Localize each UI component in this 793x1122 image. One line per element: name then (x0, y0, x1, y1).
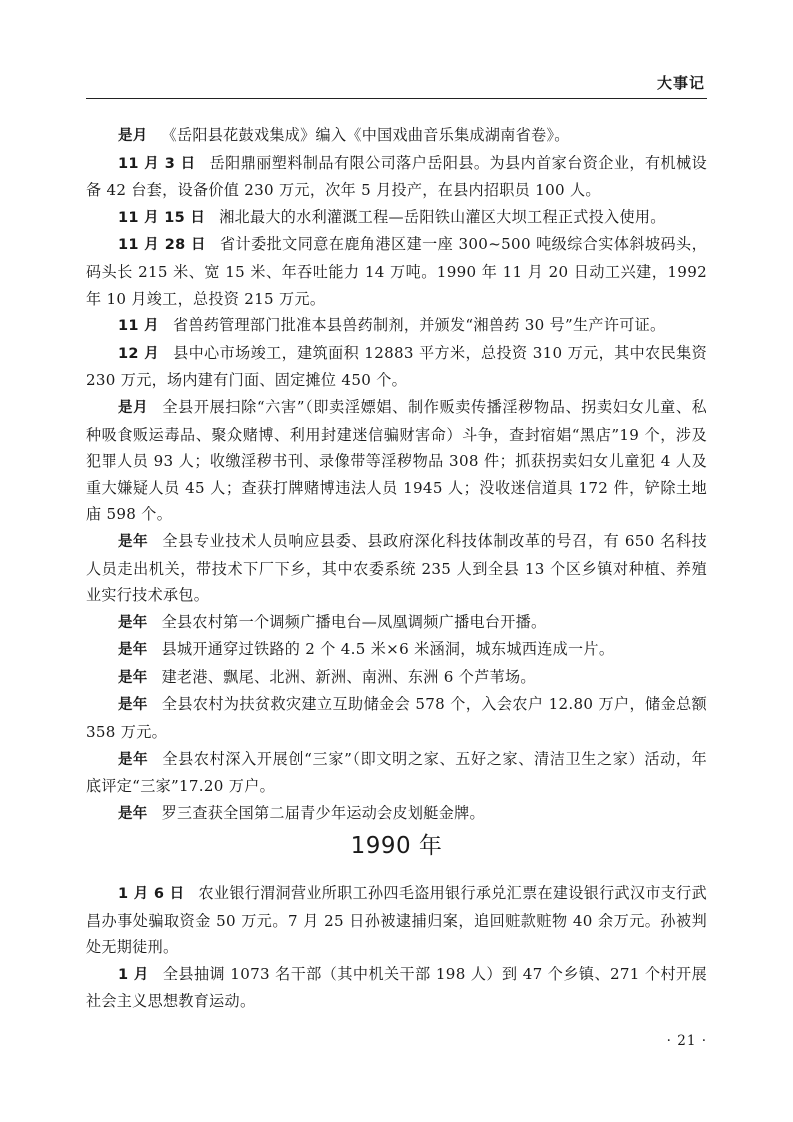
entry-date: 是年 (118, 751, 149, 768)
chronicle-entry (86, 746, 707, 800)
entry-date: 11 月 3 日 (118, 155, 196, 172)
header-rule (86, 98, 707, 99)
year-heading: 1990 年 (350, 833, 443, 859)
entry-text: 湘北最大的水利灌溉工程—岳阳铁山灌区大坝工程正式投入使用。 (219, 207, 666, 226)
entry-date: 是年 (118, 614, 148, 631)
entry-date: 12 月 (118, 345, 160, 362)
entry-date: 是月 (118, 399, 149, 416)
chronicle-entry (86, 122, 707, 150)
entry-date: 11 月 (118, 318, 159, 335)
entry-text: 全县农村深入开展创“三家”（即文明之家、五好之家、清洁卫生之家）活动，年底评定“三家”17.20 万户。 (86, 749, 708, 796)
entry-text: 县中心市场竣工，建筑面积 12883 平方米，总投资 310 万元，其中农民集资 230 万元，场内建有门面、固定摊位 450 个。 (86, 343, 707, 390)
entry-text: 罗三查获全国第二届青少年运动会皮划艇金牌。 (161, 803, 485, 822)
entry-text: 全县专业技术人员响应县委、县政府深化科技体制改革的号召，有 650 名科技人员走出机关，带技术下厂下乡，其中农委系统 235 人到全县 13 个区乡镇对种植、养殖业实行技术承包。 (86, 531, 707, 605)
entry-text: 全县开展扫除“六害”（即卖淫嫖娼、制作贩卖传播淫秽物品、拐卖妇女儿童、私种吸食贩运毒品、聚众赌博、利用封建迷信骗财害命）斗争，查封宿娼“黑店”19 个，涉及犯罪人员 93 人；收缴淫秽书刊、录像带等淫秽物品 308 件；抓获拐卖妇女儿童犯 4 人及重大嫌疑人员 45 人；查获打牌赌博违法人员 1945 人；没收迷信道具 172 件，铲除土地庙 598 个。 (86, 397, 708, 524)
entry-date: 是月 (118, 128, 148, 144)
entry-text: 全县农村第一个调频广播电台—凤凰调频广播电台开播。 (161, 612, 547, 631)
entry-text: 全县抽调 1073 名干部（其中机关干部 198 人）到 47 个乡镇、271 个村开展社会主义思想教育运动。 (86, 964, 707, 1011)
running-head-section-title: 大事记 (656, 74, 705, 92)
chronicle-entry (86, 312, 707, 340)
chronicle-entry (86, 800, 707, 828)
entry-date: 是年 (118, 697, 148, 714)
chronicle-entry (86, 150, 707, 204)
chronicle-entry (86, 231, 707, 312)
entry-date: 11 月 28 日 (118, 237, 206, 254)
chronicle-entry (86, 609, 707, 637)
entry-date: 是年 (118, 642, 148, 659)
entry-text: 农业银行渭洞营业所职工孙四毛盗用银行承兑汇票在建设银行武汉市支行武昌办事处骗取资金 50 万元。7 月 25 日孙被逮捕归案，追回赃款赃物 40 余万元。孙被判处无期徒刑。 (86, 884, 707, 957)
chronicle-entry (86, 394, 707, 528)
chronicle-entry (86, 961, 707, 1015)
chronicle-entry (86, 664, 707, 692)
entry-date: 1 月 (118, 966, 149, 983)
entry-text: 全县农村为扶贫救灾建立互助储金会 578 个，入会农户 12.80 万户，储金总额 358 万元。 (86, 695, 708, 742)
entry-date: 是年 (118, 533, 149, 550)
entry-text: 建老港、飘尾、北洲、新洲、南洲、东洲 6 个芦苇场。 (161, 667, 536, 686)
entry-text: 省兽药管理部门批准本县兽药制剂，并颁发“湘兽药 30 号”生产许可证。 (172, 316, 666, 335)
entry-date: 是年 (118, 805, 148, 822)
entry-date: 1 月 6 日 (118, 886, 185, 902)
entry-text: 岳阳鼎丽塑料制品有限公司落户岳阳县。为县内首家台资企业，有机械设备 42 台套，设备价值 230 万元，次年 5 月投产，在县内招职员 100 人。 (86, 153, 707, 200)
chronicle-entry (86, 691, 707, 745)
entry-text: 省计委批文同意在鹿角港区建一座 300~500 吨级综合实体斜坡码头，码头长 215 米、宽 15 米、年吞吐能力 14 万吨。1990 年 11 月 20 日动工兴建，1992 年 10 月竣工，总投资 215 万元。 (86, 235, 707, 308)
chronicle-entry (86, 880, 707, 961)
chronicle-entry (86, 340, 707, 394)
chronicle-entry (86, 636, 707, 664)
entry-date: 是年 (118, 669, 148, 686)
chronicle-entry (86, 528, 707, 609)
entry-date: 11 月 15 日 (118, 209, 206, 226)
entries-1989 (86, 122, 707, 827)
entry-text: 《岳阳县花鼓戏集成》编入《中国戏曲音乐集成湖南省卷》。 (161, 126, 570, 144)
chronicle-entry (86, 204, 707, 232)
page-number: · 21 · (666, 1033, 707, 1049)
entry-text: 县城开通穿过铁路的 2 个 4.5 米×6 米涵洞，城东城西连成一片。 (161, 640, 615, 659)
entries-1990 (86, 880, 707, 1015)
